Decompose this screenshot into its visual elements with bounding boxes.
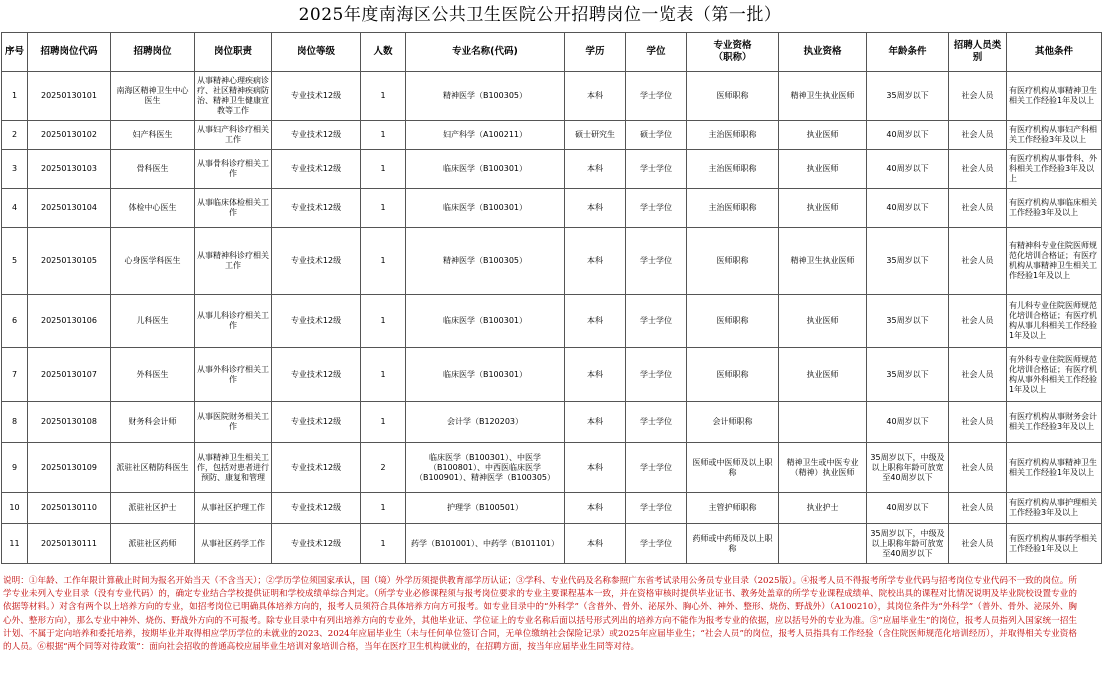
cell-count: 1 <box>361 72 406 121</box>
cell-other: 有精神科专业住院医师规范化培训合格证；有医疗机构从事精神卫生相关工作经验1年及以上 <box>1007 228 1102 295</box>
cell-count: 1 <box>361 493 406 524</box>
cell-license: 执业护士 <box>779 493 867 524</box>
table-row <box>2 295 1102 348</box>
cell-count: 2 <box>361 443 406 493</box>
cell-major: 临床医学（B100301） <box>406 348 565 402</box>
cell-grade: 专业技术12级 <box>272 348 361 402</box>
cell-count: 1 <box>361 524 406 564</box>
cell-duty: 从事社区药学工作 <box>195 524 272 564</box>
cell-age: 35周岁以下，中级及以上职称年龄可放宽至40周岁以下 <box>867 443 949 493</box>
cell-other: 有外科专业住院医师规范化培训合格证；有医疗机构从事外科相关工作经验1年及以上 <box>1007 348 1102 402</box>
cell-no: 3 <box>2 150 28 189</box>
cell-duty: 从事精神心理疾病诊疗、社区精神疾病防治、精神卫生健康宣教等工作 <box>195 72 272 121</box>
cell-code: 20250130111 <box>28 524 111 564</box>
cell-code: 20250130109 <box>28 443 111 493</box>
cell-count: 1 <box>361 121 406 150</box>
cell-other: 有医疗机构从事精神卫生相关工作经验1年及以上 <box>1007 72 1102 121</box>
cell-age: 40周岁以下 <box>867 189 949 228</box>
cell-no: 7 <box>2 348 28 402</box>
cell-grade: 专业技术12级 <box>272 443 361 493</box>
cell-qual: 主治医师职称 <box>687 150 779 189</box>
cell-duty: 从事社区护理工作 <box>195 493 272 524</box>
cell-no: 1 <box>2 72 28 121</box>
cell-no: 11 <box>2 524 28 564</box>
cell-edu: 本科 <box>565 524 626 564</box>
cell-code: 20250130103 <box>28 150 111 189</box>
cell-type: 社会人员 <box>949 348 1007 402</box>
page-title: 2025年度南海区公共卫生医院公开招聘岗位一览表（第一批） <box>298 5 782 25</box>
cell-post: 儿科医生 <box>111 295 195 348</box>
cell-type: 社会人员 <box>949 402 1007 443</box>
table-row <box>2 121 1102 150</box>
cell-degree: 学士学位 <box>626 524 687 564</box>
cell-type: 社会人员 <box>949 443 1007 493</box>
cell-post: 派驻社区药师 <box>111 524 195 564</box>
header-duty: 岗位职责 <box>195 33 272 72</box>
cell-qual: 医师职称 <box>687 295 779 348</box>
cell-qual: 医师或中医师及以上职称 <box>687 443 779 493</box>
cell-no: 2 <box>2 121 28 150</box>
cell-count: 1 <box>361 150 406 189</box>
cell-type: 社会人员 <box>949 228 1007 295</box>
header-no: 序号 <box>2 33 28 72</box>
cell-license: 执业医师 <box>779 150 867 189</box>
header-type: 招聘人员类别 <box>949 33 1007 72</box>
cell-no: 4 <box>2 189 28 228</box>
cell-qual: 药师或中药师及以上职称 <box>687 524 779 564</box>
cell-major: 会计学（B120203） <box>406 402 565 443</box>
cell-degree: 学士学位 <box>626 295 687 348</box>
cell-license: 执业医师 <box>779 189 867 228</box>
cell-grade: 专业技术12级 <box>272 228 361 295</box>
cell-edu: 本科 <box>565 348 626 402</box>
cell-code: 20250130102 <box>28 121 111 150</box>
cell-qual: 主治医师职称 <box>687 189 779 228</box>
cell-edu: 本科 <box>565 150 626 189</box>
cell-count: 1 <box>361 295 406 348</box>
cell-type: 社会人员 <box>949 150 1007 189</box>
cell-degree: 学士学位 <box>626 150 687 189</box>
cell-age: 40周岁以下 <box>867 493 949 524</box>
cell-edu: 本科 <box>565 295 626 348</box>
cell-age: 40周岁以下 <box>867 402 949 443</box>
cell-duty: 从事医院财务相关工作 <box>195 402 272 443</box>
cell-major: 护理学（B100501） <box>406 493 565 524</box>
cell-count: 1 <box>361 228 406 295</box>
cell-code: 20250130110 <box>28 493 111 524</box>
table-row <box>2 72 1102 121</box>
cell-duty: 从事外科诊疗相关工作 <box>195 348 272 402</box>
table-body <box>2 72 1102 564</box>
cell-license: 执业医师 <box>779 121 867 150</box>
cell-degree: 学士学位 <box>626 348 687 402</box>
cell-other: 有医疗机构从事护理相关工作经验3年及以上 <box>1007 493 1102 524</box>
cell-license: 执业医师 <box>779 348 867 402</box>
header-post: 招聘岗位 <box>111 33 195 72</box>
header-grade: 岗位等级 <box>272 33 361 72</box>
cell-grade: 专业技术12级 <box>272 150 361 189</box>
cell-license <box>779 402 867 443</box>
cell-type: 社会人员 <box>949 493 1007 524</box>
table-row <box>2 348 1102 402</box>
cell-major: 精神医学（B100305） <box>406 228 565 295</box>
cell-grade: 专业技术12级 <box>272 493 361 524</box>
cell-type: 社会人员 <box>949 72 1007 121</box>
table-row <box>2 228 1102 295</box>
table-header-row <box>2 33 1102 72</box>
cell-count: 1 <box>361 348 406 402</box>
cell-license <box>779 524 867 564</box>
cell-age: 35周岁以下 <box>867 72 949 121</box>
cell-code: 20250130101 <box>28 72 111 121</box>
cell-license: 精神卫生或中医专业（精神）执业医师 <box>779 443 867 493</box>
header-other: 其他条件 <box>1007 33 1102 72</box>
cell-qual: 医师职称 <box>687 348 779 402</box>
cell-code: 20250130105 <box>28 228 111 295</box>
cell-major: 临床医学（B100301） <box>406 150 565 189</box>
header-qual: 专业资格 （职称） <box>687 33 779 72</box>
cell-degree: 学士学位 <box>626 402 687 443</box>
cell-other: 有医疗机构从事骨科、外科相关工作经验3年及以上 <box>1007 150 1102 189</box>
cell-edu: 本科 <box>565 402 626 443</box>
cell-age: 35周岁以下，中级及以上职称年龄可放宽至40周岁以下 <box>867 524 949 564</box>
header-count: 人数 <box>361 33 406 72</box>
cell-license: 精神卫生执业医师 <box>779 228 867 295</box>
cell-degree: 学士学位 <box>626 189 687 228</box>
header-major: 专业名称(代码) <box>406 33 565 72</box>
cell-qual: 主治医师职称 <box>687 121 779 150</box>
cell-qual: 会计师职称 <box>687 402 779 443</box>
header-age: 年龄条件 <box>867 33 949 72</box>
cell-edu: 本科 <box>565 189 626 228</box>
cell-code: 20250130107 <box>28 348 111 402</box>
cell-post: 派驻社区精防科医生 <box>111 443 195 493</box>
cell-code: 20250130108 <box>28 402 111 443</box>
cell-post: 外科医生 <box>111 348 195 402</box>
cell-count: 1 <box>361 402 406 443</box>
cell-type: 社会人员 <box>949 121 1007 150</box>
cell-degree: 学士学位 <box>626 493 687 524</box>
cell-qual: 主管护师职称 <box>687 493 779 524</box>
cell-type: 社会人员 <box>949 295 1007 348</box>
positions-table <box>1 32 1102 564</box>
cell-post: 财务科会计师 <box>111 402 195 443</box>
cell-age: 40周岁以下 <box>867 150 949 189</box>
cell-duty: 从事临床体检相关工作 <box>195 189 272 228</box>
cell-duty: 从事妇产科诊疗相关工作 <box>195 121 272 150</box>
cell-grade: 专业技术12级 <box>272 402 361 443</box>
cell-other: 有医疗机构从事药学相关工作经验1年及以上 <box>1007 524 1102 564</box>
cell-other: 有医疗机构从事妇产科相关工作经验3年及以上 <box>1007 121 1102 150</box>
cell-edu: 本科 <box>565 493 626 524</box>
cell-edu: 硕士研究生 <box>565 121 626 150</box>
cell-edu: 本科 <box>565 72 626 121</box>
table-row <box>2 402 1102 443</box>
cell-major: 临床医学（B100301） <box>406 295 565 348</box>
cell-degree: 硕士学位 <box>626 121 687 150</box>
table-row <box>2 443 1102 493</box>
cell-degree: 学士学位 <box>626 443 687 493</box>
cell-degree: 学士学位 <box>626 228 687 295</box>
cell-major: 妇产科学（A100211） <box>406 121 565 150</box>
cell-post: 南海区精神卫生中心医生 <box>111 72 195 121</box>
cell-qual: 医师职称 <box>687 72 779 121</box>
notes: 说明：①年龄、工作年限计算截止时间为报名开始当天（不含当天）；②学历学位须国家承认，国（境）外学历须提供教育部学历认证；③学科、专业代码及名称参照广东省考试录用公务员专业目录（2025版）。④报考人员不得报考所学专业代码与招考岗位专业代码不一致的岗位。所学专业未列入专业目录（没有专业代码）的，确定专业结合学校提供证明和学校成绩单综合判定。（所学专业必修课程须与报考岗位要求的专业主要课程基本一致，并在资格审核时提供毕业证书、教务处盖章的所学专业课程成绩单、院校出具的课程对比情况说明及毕业院校设置专业的依据等材料。）对含有两个以上培养方向的专业，如招考岗位已明确具体培养方向的，报考人员须符合具体培养方向方可报考。如专业目录中的“外科学”（含普外、骨外、泌尿外、胸心外、神外、整形、烧伤、野战外）（A100210），其岗位条件为“外科学”（普外、骨外、泌尿外、胸心外、整形方向），那么专业中神外、烧伤、野战外方向的不可报考。除专业目录中有列出培养方向的专业外，其他毕业证、学位证上的专业名称后面以括号形式列出的培养方向不能作为报考专业的依据，应以括号外的专业为准。⑤“应届毕业生”的岗位，报考人员指列入国家统一招生计划、不属于定向培养和委托培养，按期毕业并取得相应学历学位的未就业的2023、2024年应届毕业生（未与任何单位签订合同，无单位缴纳社会保险记录）或2025年应届毕业生；“社会人员”的岗位，报考人员指具有工作经验（含住院医师规范化培训经历），并取得相关专业资格的人员。⑥根据“两个同等对待政策”：面向社会招收的普通高校应届毕业生培训对象培训合格，当年在医疗卫生机构就业的，在招聘方面，按当年应届毕业生同等对待。 <box>3 576 1077 653</box>
cell-no: 8 <box>2 402 28 443</box>
cell-post: 骨科医生 <box>111 150 195 189</box>
cell-post: 体检中心医生 <box>111 189 195 228</box>
cell-other: 有医疗机构从事临床相关工作经验3年及以上 <box>1007 189 1102 228</box>
table-row <box>2 150 1102 189</box>
cell-license: 执业医师 <box>779 295 867 348</box>
cell-edu: 本科 <box>565 443 626 493</box>
table-row <box>2 493 1102 524</box>
cell-duty: 从事儿科诊疗相关工作 <box>195 295 272 348</box>
cell-code: 20250130106 <box>28 295 111 348</box>
cell-grade: 专业技术12级 <box>272 295 361 348</box>
table-row <box>2 189 1102 228</box>
cell-post: 心身医学科医生 <box>111 228 195 295</box>
cell-grade: 专业技术12级 <box>272 72 361 121</box>
cell-code: 20250130104 <box>28 189 111 228</box>
cell-degree: 学士学位 <box>626 72 687 121</box>
cell-post: 妇产科医生 <box>111 121 195 150</box>
cell-grade: 专业技术12级 <box>272 524 361 564</box>
cell-age: 35周岁以下 <box>867 295 949 348</box>
cell-other: 有儿科专业住院医师规范化培训合格证；有医疗机构从事儿科相关工作经验1年及以上 <box>1007 295 1102 348</box>
cell-count: 1 <box>361 189 406 228</box>
cell-major: 临床医学（B100301） <box>406 189 565 228</box>
cell-age: 40周岁以下 <box>867 121 949 150</box>
cell-major: 临床医学（B100301）、中医学（B100801）、中西医临床医学（B100901）、精神医学（B100305） <box>406 443 565 493</box>
cell-no: 6 <box>2 295 28 348</box>
cell-duty: 从事精神卫生相关工作，包括对患者进行预防、康复和管理 <box>195 443 272 493</box>
cell-duty: 从事骨科诊疗相关工作 <box>195 150 272 189</box>
cell-major: 精神医学（B100305） <box>406 72 565 121</box>
header-degree: 学位 <box>626 33 687 72</box>
cell-major: 药学（B101001）、中药学（B101101） <box>406 524 565 564</box>
cell-grade: 专业技术12级 <box>272 189 361 228</box>
cell-no: 9 <box>2 443 28 493</box>
cell-license: 精神卫生执业医师 <box>779 72 867 121</box>
cell-edu: 本科 <box>565 228 626 295</box>
cell-post: 派驻社区护士 <box>111 493 195 524</box>
cell-type: 社会人员 <box>949 189 1007 228</box>
cell-type: 社会人员 <box>949 524 1007 564</box>
cell-age: 35周岁以下 <box>867 348 949 402</box>
cell-other: 有医疗机构从事精神卫生相关工作经验1年及以上 <box>1007 443 1102 493</box>
header-license: 执业资格 <box>779 33 867 72</box>
header-edu: 学历 <box>565 33 626 72</box>
header-code: 招聘岗位代码 <box>28 33 111 72</box>
cell-other: 有医疗机构从事财务会计相关工作经验3年及以上 <box>1007 402 1102 443</box>
cell-duty: 从事精神科诊疗相关工作 <box>195 228 272 295</box>
cell-no: 5 <box>2 228 28 295</box>
table-row <box>2 524 1102 564</box>
cell-no: 10 <box>2 493 28 524</box>
cell-qual: 医师职称 <box>687 228 779 295</box>
cell-grade: 专业技术12级 <box>272 121 361 150</box>
cell-age: 35周岁以下 <box>867 228 949 295</box>
